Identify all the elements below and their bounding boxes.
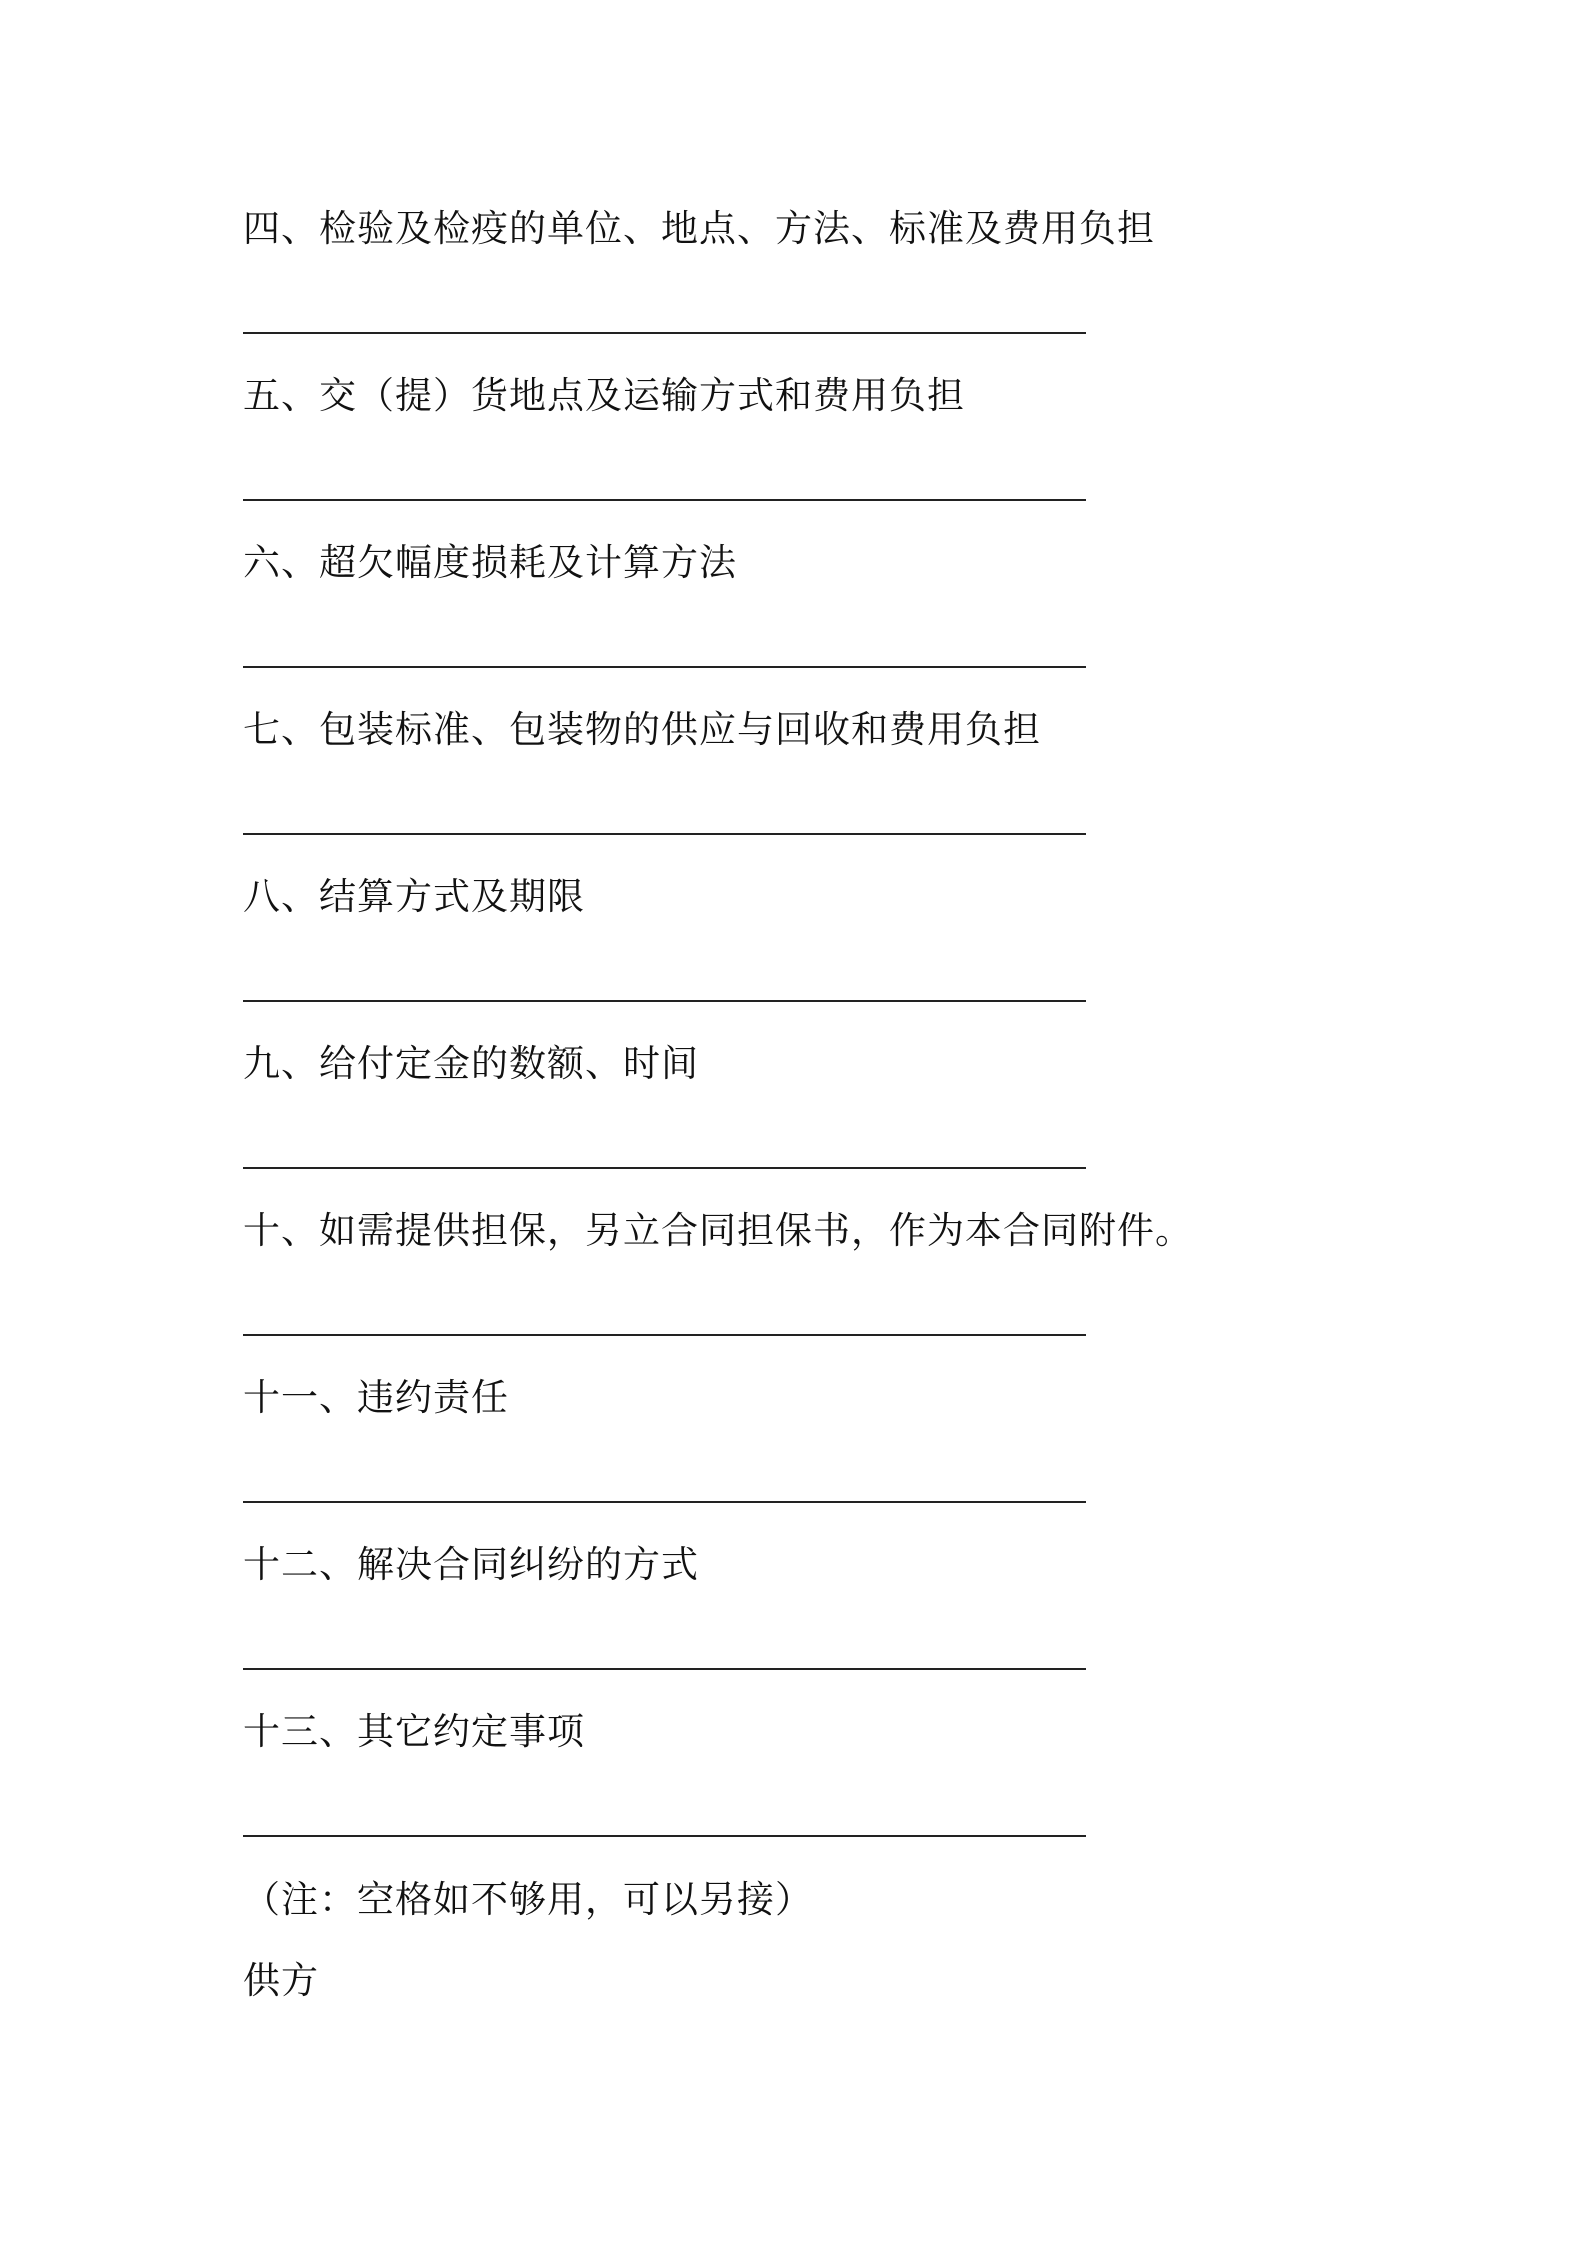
supplier-label: 供方: [243, 1959, 319, 2002]
section-heading-4: 四、检验及检疫的单位、地点、方法、标准及费用负担: [243, 207, 1155, 250]
fill-in-line-11[interactable]: [243, 1501, 1086, 1503]
fill-in-line-8[interactable]: [243, 1000, 1086, 1002]
section-heading-11: 十一、违约责任: [243, 1376, 509, 1419]
section-heading-8: 八、结算方式及期限: [243, 875, 585, 918]
fill-in-line-4[interactable]: [243, 332, 1086, 334]
fill-in-line-10[interactable]: [243, 1334, 1086, 1336]
section-heading-10: 十、如需提供担保，另立合同担保书，作为本合同附件。: [243, 1209, 1193, 1252]
fill-in-line-6[interactable]: [243, 666, 1086, 668]
fill-in-line-5[interactable]: [243, 499, 1086, 501]
note-text: （注：空格如不够用，可以另接）: [243, 1878, 813, 1921]
fill-in-line-7[interactable]: [243, 833, 1086, 835]
section-heading-6: 六、超欠幅度损耗及计算方法: [243, 541, 737, 584]
fill-in-line-12[interactable]: [243, 1668, 1086, 1670]
section-heading-7: 七、包装标准、包装物的供应与回收和费用负担: [243, 708, 1041, 751]
fill-in-line-13[interactable]: [243, 1835, 1086, 1837]
section-heading-5: 五、交（提）货地点及运输方式和费用负担: [243, 374, 965, 417]
section-heading-12: 十二、解决合同纠纷的方式: [243, 1543, 699, 1586]
fill-in-line-9[interactable]: [243, 1167, 1086, 1169]
section-heading-13: 十三、其它约定事项: [243, 1710, 585, 1753]
section-heading-9: 九、给付定金的数额、时间: [243, 1042, 699, 1085]
